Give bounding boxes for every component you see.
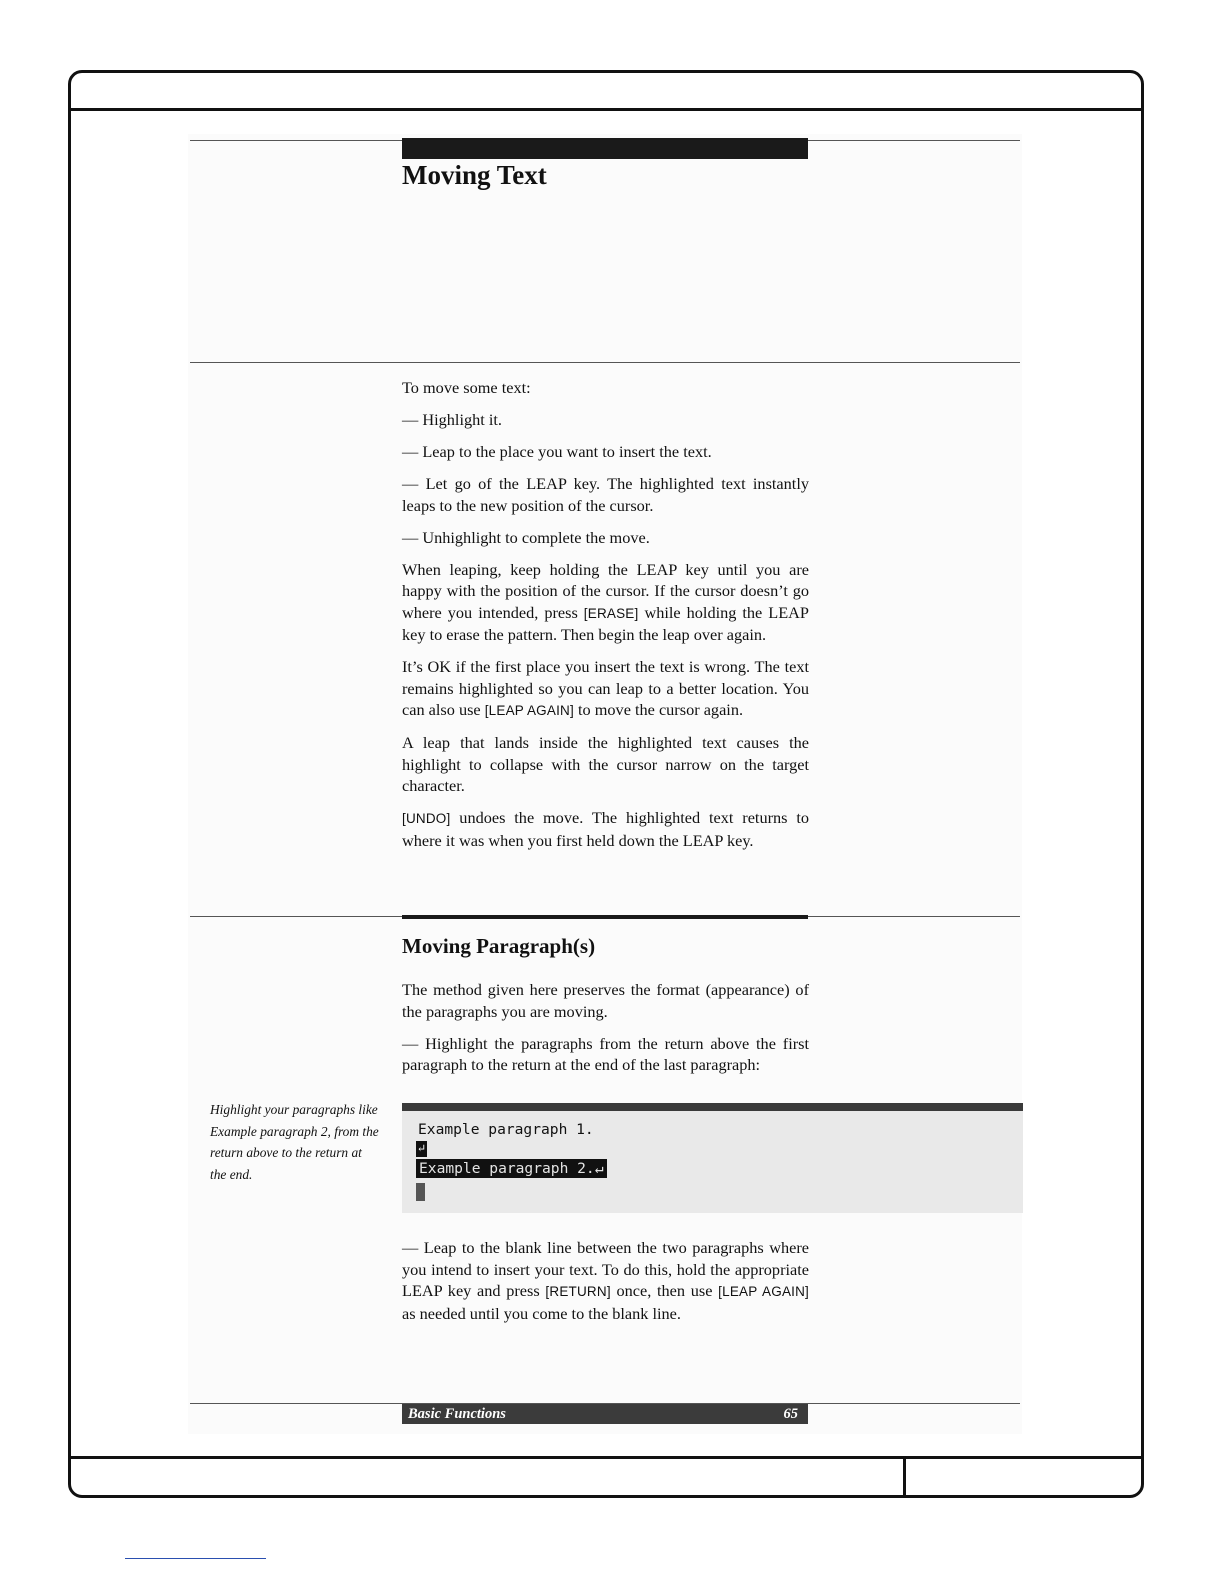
margin-note: Highlight your paragraphs like Example paragraph 2, from the return above to the return at the end. — [210, 1102, 379, 1182]
leap-step — [402, 1237, 809, 1335]
erase-key: [ERASE] — [583, 605, 639, 621]
subsection-bar — [402, 915, 808, 919]
page-number: 65 — [783, 1406, 798, 1422]
return-icon: ↵ — [594, 1160, 604, 1177]
return-icon: ↵ — [416, 1143, 427, 1155]
frame-top-rule — [68, 108, 1144, 111]
step: — Highlight the paragraphs from the return above the first paragraph to the return at the end of the last paragraph: — [402, 1033, 809, 1074]
step: — Leap to the blank line between the two paragraphs where you intend to insert your text. To do this, hold the appropriate LEAP key and press [RETURN] once, then use [LEAP AGAIN] as needed until you come to the blank line. — [402, 1238, 810, 1323]
paragraph: When leaping, keep holding the LEAP key until you are happy with the position of the cursor. If the cursor doesn’t go where you intended, press [ERASE] while holding the LEAP key to erase the pattern. Then begin the leap over again. — [402, 559, 809, 644]
page-title: Moving Text — [402, 160, 547, 190]
example-line-1: Example paragraph 1. — [418, 1121, 594, 1138]
leap-again-key: [LEAP AGAIN] — [718, 1284, 810, 1299]
moving-paragraphs-body — [402, 979, 809, 1086]
step: — Let go of the LEAP key. The highlighted text instantly leaps to the new position of the cursor. — [402, 474, 809, 515]
step: — Highlight it. — [402, 410, 502, 429]
page-footer — [402, 1404, 808, 1424]
paragraph: A leap that lands inside the highlighted text causes the highlight to collapse with the cursor narrow on the target character. — [402, 733, 809, 795]
step: — Leap to the place you want to insert the text. — [402, 442, 712, 461]
moving-text-body — [402, 377, 809, 862]
leap-again-key: [LEAP AGAIN] — [484, 703, 574, 718]
paragraph: It’s OK if the first place you insert the text is wrong. The text remains highlighted so you can leap to a better location. You can also use [LEAP AGAIN] to move the cursor again. — [402, 657, 809, 719]
undo-key: [UNDO] — [402, 811, 451, 826]
paragraph: [UNDO] undoes the move. The highlighted text returns to where it was when you first held down the LEAP key. — [402, 808, 809, 850]
frame-bottom-rule — [68, 1456, 1144, 1459]
paragraph: To move some text: — [402, 378, 531, 397]
paragraph: The method given here preserves the format (appearance) of the paragraphs you are moving. — [402, 980, 809, 1021]
title-bar — [402, 138, 808, 159]
cursor — [416, 1183, 425, 1201]
return-key: [RETURN] — [545, 1284, 611, 1299]
step: — Unhighlight to complete the move. — [402, 527, 650, 547]
subsection-title: Moving Paragraph(s) — [402, 934, 596, 958]
footnote-link-rule — [125, 1558, 266, 1559]
section-rule — [190, 362, 1020, 363]
footer-section-name: Basic Functions — [408, 1406, 506, 1422]
screen-example — [402, 1103, 1023, 1213]
frame-bottom-divider — [903, 1458, 906, 1498]
example-line-2-highlighted: Example paragraph 2.↵ — [416, 1159, 607, 1178]
